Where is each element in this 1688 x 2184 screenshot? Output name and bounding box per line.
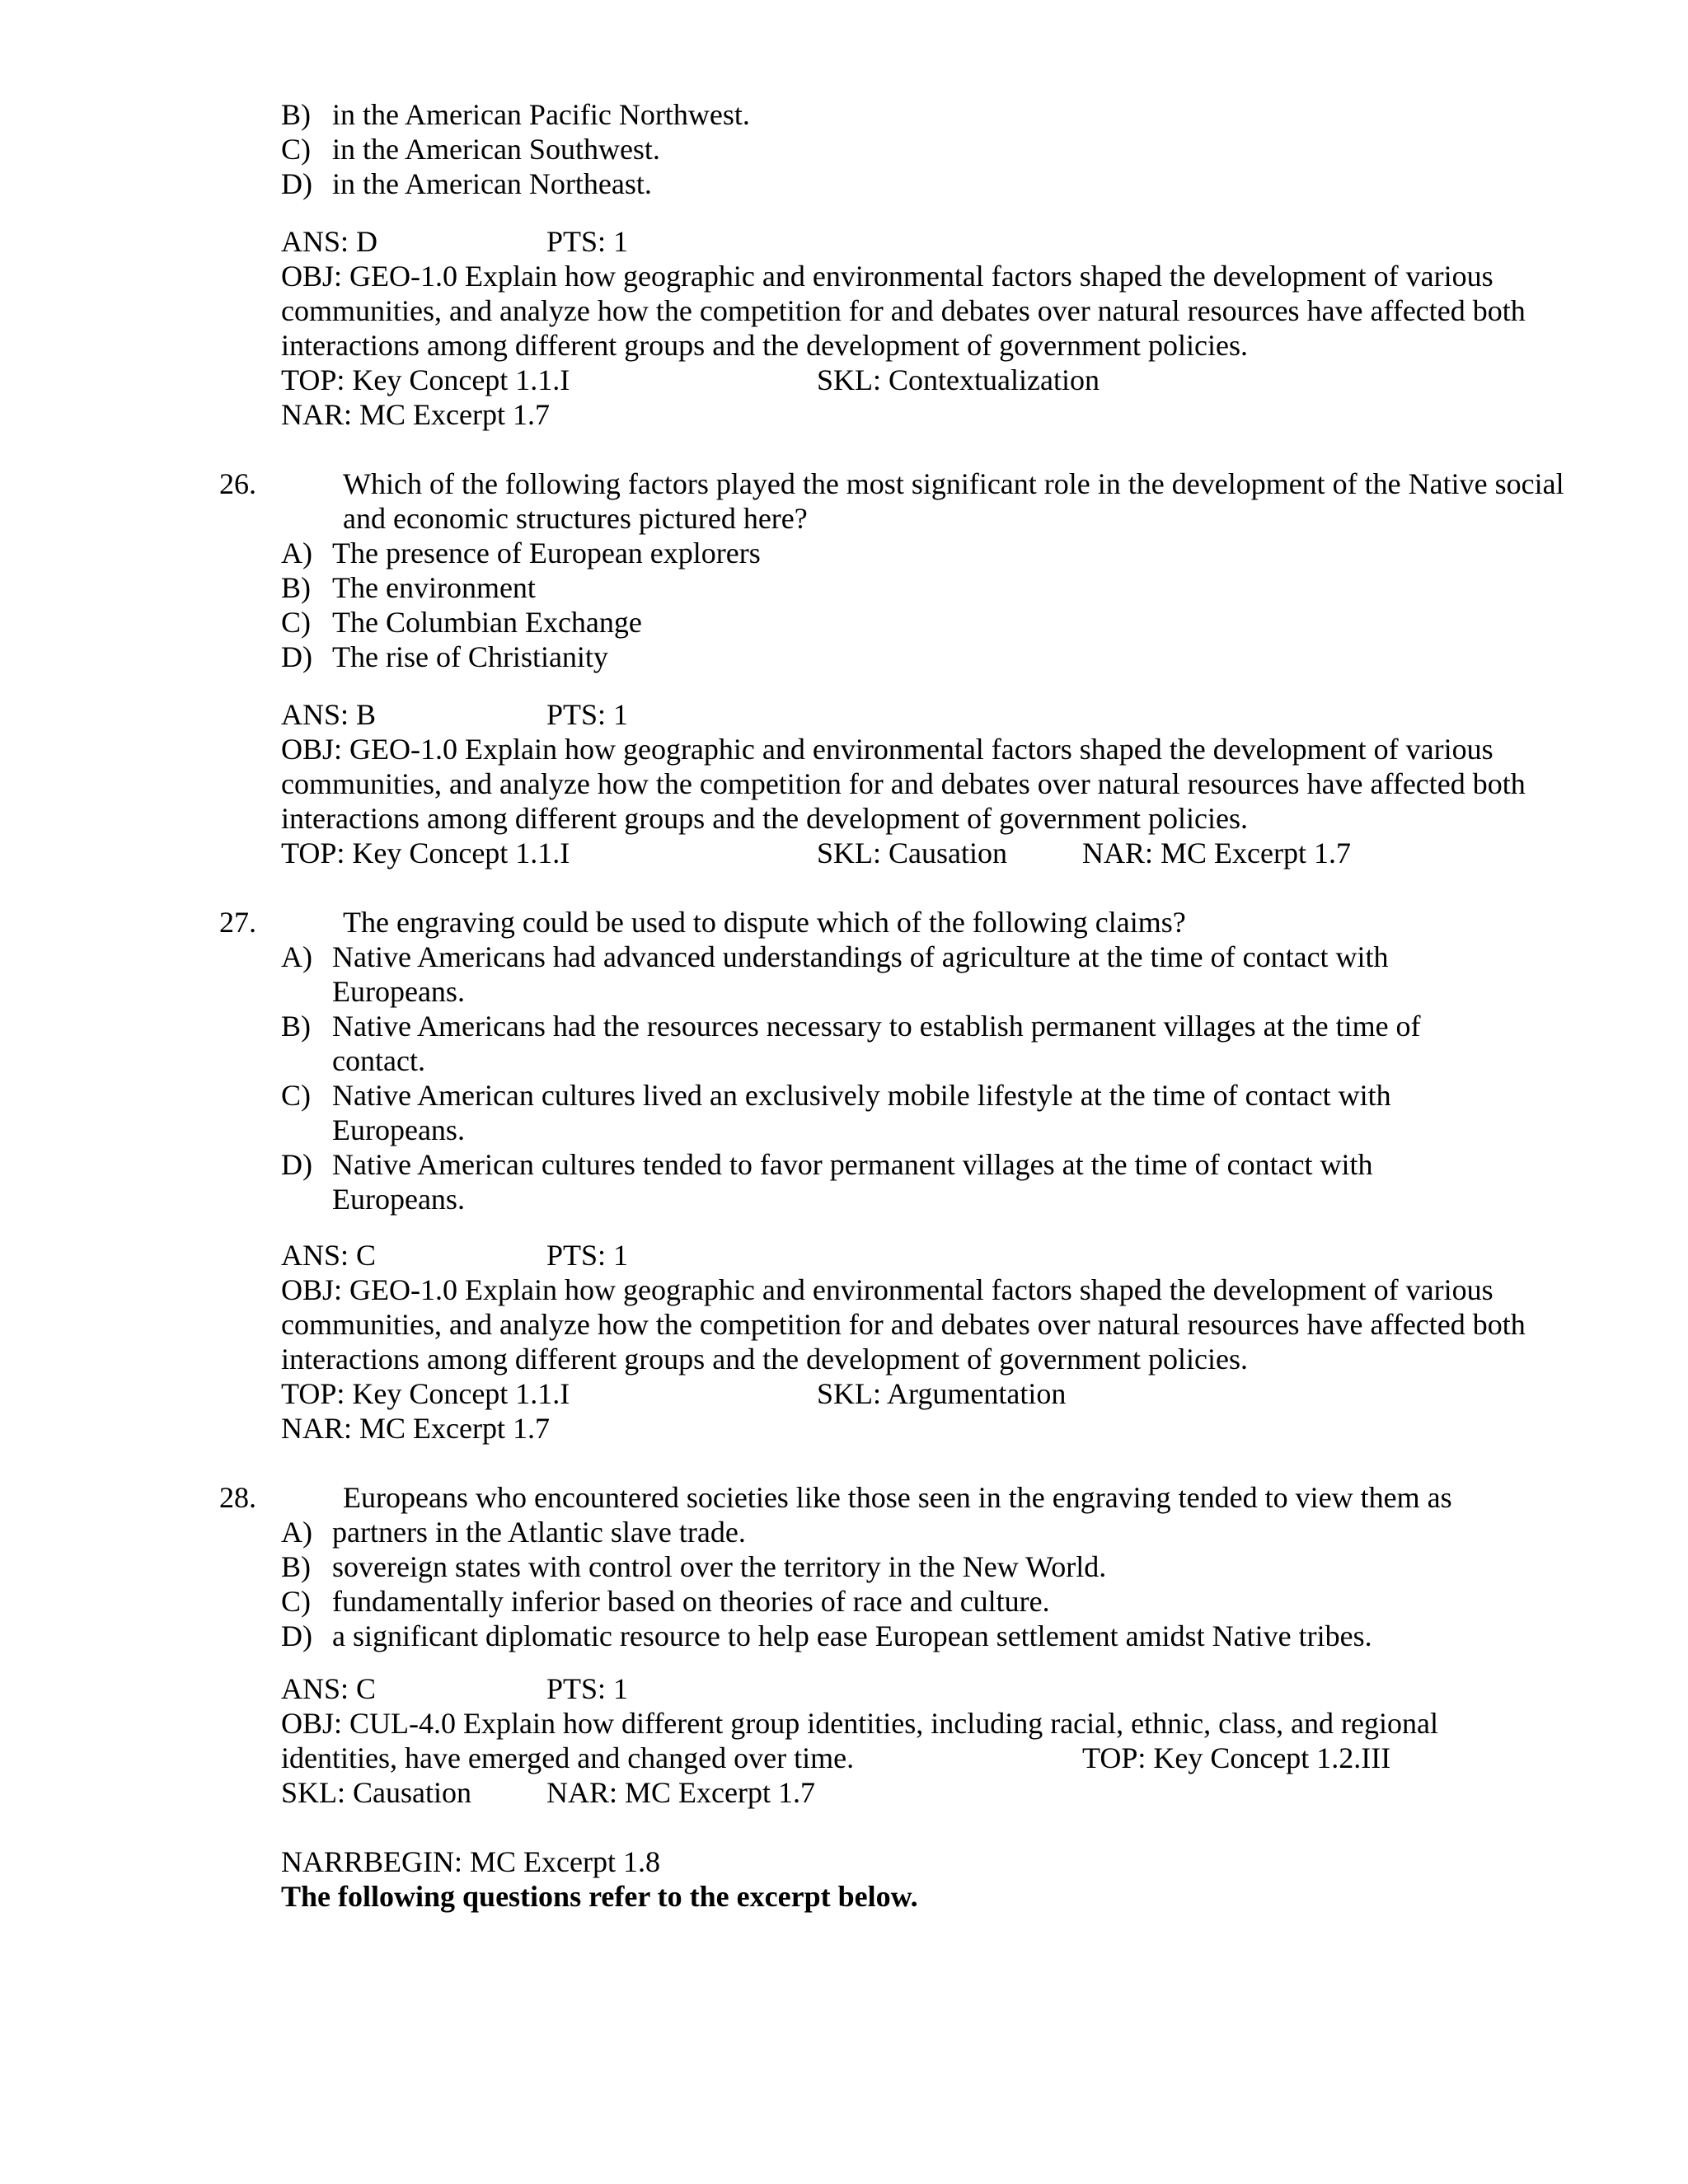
choice-b (219, 1009, 1457, 1078)
question-stem (219, 466, 1571, 536)
choice-b (219, 97, 1571, 132)
choice-letter: D) (281, 1619, 312, 1652)
narrative: NAR: MC Excerpt 1.7 (281, 398, 550, 431)
choice-a (219, 536, 1571, 570)
topic: TOP: Key Concept 1.1.I (281, 1377, 570, 1410)
skill: SKL: Causation (281, 1776, 471, 1809)
question-number: 28. (219, 1481, 256, 1514)
choice-b (219, 1549, 1571, 1584)
skill: SKL: Contextualization (817, 363, 1100, 396)
nar-row (281, 397, 1571, 432)
choice-text: Native Americans had the resources necessary to establish permanent villages at the time of contact. (332, 1010, 1421, 1077)
choice-a (219, 940, 1457, 1009)
answer-meta (219, 1238, 1571, 1446)
question-26 (219, 466, 1571, 674)
question-number: 27. (219, 906, 256, 939)
top-skl-row (281, 363, 1571, 397)
choice-text: The presence of European explorers (332, 537, 761, 569)
answer-key: ANS: C (281, 1672, 377, 1705)
choice-text: sovereign states with control over the territory in the New World. (332, 1550, 1107, 1583)
choice-letter: C) (281, 133, 311, 166)
choice-text: in the American Northeast. (332, 167, 652, 200)
question-number: 26. (219, 467, 256, 500)
ans-row (281, 1238, 1571, 1272)
choice-text: Native Americans had advanced understandings of agriculture at the time of contact with Europeans. (332, 940, 1389, 1008)
points: PTS: 1 (546, 698, 629, 731)
ans-row (281, 697, 1571, 732)
question-28 (219, 1480, 1571, 1653)
choice-letter: C) (281, 606, 311, 639)
narrative-begin (219, 1844, 1571, 1914)
narrative: NAR: MC Excerpt 1.7 (1082, 837, 1351, 869)
narrative: NAR: MC Excerpt 1.7 (281, 1412, 550, 1445)
question-26-meta (219, 697, 1571, 870)
answer-key: ANS: D (281, 225, 378, 258)
choice-text: Native American cultures tended to favor permanent villages at the time of contact with Europeans. (332, 1148, 1373, 1216)
choice-c (219, 132, 1571, 166)
question-25-fragment (219, 97, 1571, 201)
choice-letter: D) (281, 167, 312, 200)
question-stem (219, 905, 1571, 940)
choice-letter: D) (281, 640, 312, 673)
choice-text: in the American Pacific Northwest. (332, 98, 750, 131)
points: PTS: 1 (546, 1239, 629, 1272)
ans-row (281, 224, 1571, 259)
choice-letter: D) (281, 1148, 312, 1181)
narrbegin-label: NARRBEGIN: MC Excerpt 1.8 (281, 1845, 660, 1878)
choice-letter: A) (281, 1516, 312, 1549)
answer-key: ANS: C (281, 1239, 377, 1272)
choice-d (219, 1619, 1571, 1653)
choice-letter: C) (281, 1079, 311, 1112)
question-28-meta (219, 1671, 1571, 1810)
choice-text: The environment (332, 571, 536, 604)
ans-row (281, 1671, 1571, 1706)
choice-letter: A) (281, 537, 312, 569)
answer-key: ANS: B (281, 698, 377, 731)
choice-d (219, 640, 1571, 674)
choice-letter: B) (281, 98, 311, 131)
choice-c (219, 1078, 1457, 1147)
choice-letter: B) (281, 1550, 311, 1583)
obj-continuation-row (281, 1741, 1571, 1775)
choice-text: The Columbian Exchange (332, 606, 642, 639)
skl-nar-row (281, 1775, 1571, 1810)
points: PTS: 1 (546, 225, 629, 258)
topic: TOP: Key Concept 1.1.I (281, 837, 570, 869)
top-skl-row (281, 1376, 1571, 1411)
question-stem (219, 1480, 1571, 1515)
choice-text: a significant diplomatic resource to help ease European settlement amidst Native tribes. (332, 1619, 1372, 1652)
choice-letter: B) (281, 571, 311, 604)
answer-meta (219, 1671, 1571, 1810)
choice-d (219, 1147, 1457, 1216)
narrative-block (219, 1844, 1571, 1914)
choice-letter: C) (281, 1585, 311, 1618)
question-text: The engraving could be used to dispute which of the following claims? (343, 906, 1186, 939)
answer-meta (219, 224, 1571, 432)
choice-c (219, 1584, 1571, 1619)
choice-text: fundamentally inferior based on theories of race and culture. (332, 1585, 1050, 1618)
choice-b (219, 570, 1571, 605)
choice-text: partners in the Atlantic slave trade. (332, 1516, 746, 1549)
nar-row (281, 1411, 1571, 1446)
objective: OBJ: GEO-1.0 Explain how geographic and environmental factors shaped the development of various communities, and analyze how the competition for and debates over natural resources have affected both interactions among different groups and the development of government policies. (281, 1273, 1526, 1376)
choice-d (219, 166, 1571, 201)
choice-text: The rise of Christianity (332, 640, 608, 673)
question-27-meta (219, 1238, 1571, 1446)
narrative-heading: The following questions refer to the excerpt below. (281, 1880, 918, 1913)
points: PTS: 1 (546, 1672, 629, 1705)
choice-a (219, 1515, 1571, 1549)
question-25-meta (219, 224, 1571, 432)
narrative: NAR: MC Excerpt 1.7 (546, 1776, 815, 1809)
question-27 (219, 905, 1571, 1216)
skill: SKL: Causation (817, 837, 1007, 869)
objective: OBJ: GEO-1.0 Explain how geographic and environmental factors shaped the development of various communities, and analyze how the competition for and debates over natural resources have affected both interactions among different groups and the development of government policies. (281, 733, 1526, 835)
choice-text: Native American cultures lived an exclusively mobile lifestyle at the time of contact with Europeans. (332, 1079, 1391, 1146)
skill: SKL: Argumentation (817, 1377, 1067, 1410)
question-text: Which of the following factors played the most significant role in the development of the Native social and economic structures pictured here? (343, 467, 1564, 535)
top-skl-nar-row (281, 836, 1571, 870)
topic: TOP: Key Concept 1.2.III (1082, 1741, 1391, 1774)
choice-c (219, 605, 1571, 640)
choice-text: in the American Southwest. (332, 133, 660, 166)
question-text: Europeans who encountered societies like those seen in the engraving tended to view them as (343, 1481, 1452, 1514)
choice-letter: A) (281, 940, 312, 973)
objective: OBJ: CUL-4.0 Explain how different group identities, including racial, ethnic, class, and regional identities, have emerged and changed over time. (281, 1707, 1438, 1774)
objective: OBJ: GEO-1.0 Explain how geographic and environmental factors shaped the development of various communities, and analyze how the competition for and debates over natural resources have affected both interactions among different groups and the development of government policies. (281, 260, 1526, 362)
choice-letter: B) (281, 1010, 311, 1043)
topic: TOP: Key Concept 1.1.I (281, 363, 570, 396)
answer-meta (219, 697, 1571, 870)
